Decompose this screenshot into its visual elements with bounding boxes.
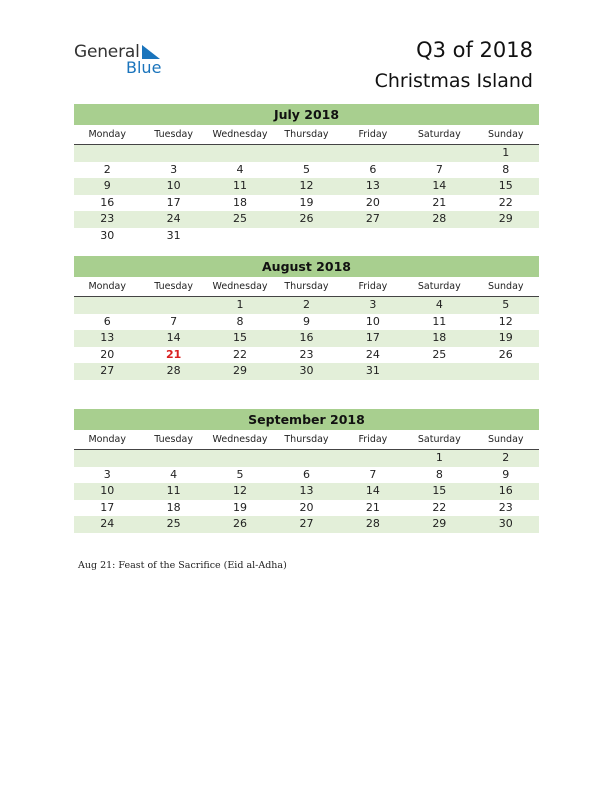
day-cell: 27	[365, 212, 380, 226]
day-cell: 4	[435, 298, 443, 311]
weekday-label: Sunday	[487, 129, 524, 140]
day-cell: 16	[299, 331, 314, 345]
day-cell: 29	[233, 364, 248, 378]
day-cell: 7	[170, 314, 178, 328]
weekday-label: Tuesday	[154, 281, 193, 292]
day-cell: 20	[100, 347, 115, 361]
week-row	[74, 450, 539, 467]
day-cell	[74, 450, 140, 467]
weekday-row	[74, 432, 539, 450]
day-cell: 19	[233, 500, 248, 514]
weekday-label: Wednesday	[212, 434, 268, 445]
weekday-label: Sunday	[487, 434, 524, 445]
day-cell: 29	[498, 212, 513, 226]
day-cell: 28	[365, 517, 380, 531]
day-cell: 8	[236, 314, 244, 328]
holiday-day-cell: 21	[165, 347, 182, 361]
day-cell: 24	[100, 517, 115, 531]
weekday-label: Tuesday	[154, 434, 193, 445]
weekday-label: Wednesday	[212, 129, 268, 140]
day-cell: 5	[236, 467, 244, 481]
day-cell: 24	[365, 347, 380, 361]
day-cell: 6	[302, 467, 310, 481]
day-cell	[406, 145, 472, 162]
month-calendar	[74, 409, 539, 533]
day-cell: 20	[365, 195, 380, 209]
day-cell: 1	[502, 146, 510, 159]
day-cell: 23	[299, 347, 314, 361]
day-cell: 26	[299, 212, 314, 226]
day-cell: 8	[502, 162, 510, 176]
day-cell	[74, 297, 140, 314]
day-cell: 6	[369, 162, 377, 176]
page-subtitle: Christmas Island	[374, 70, 533, 92]
month-calendar	[74, 256, 539, 380]
day-cell: 4	[170, 467, 178, 481]
day-cell: 23	[498, 500, 513, 514]
day-cell	[273, 145, 339, 162]
day-cell: 14	[365, 484, 380, 498]
day-cell: 9	[103, 179, 111, 193]
week-row	[74, 330, 539, 347]
day-cell	[340, 450, 406, 467]
weekday-label: Wednesday	[212, 281, 268, 292]
day-cell: 10	[365, 314, 380, 328]
day-cell: 26	[233, 517, 248, 531]
day-cell	[74, 145, 140, 162]
month-header: August 2018	[74, 256, 539, 277]
month-header: September 2018	[74, 409, 539, 430]
holiday-note: Aug 21: Feast of the Sacrifice (Eid al-Adha)	[78, 560, 287, 571]
day-cell: 24	[166, 212, 181, 226]
day-cell	[207, 228, 273, 245]
day-cell: 18	[166, 500, 181, 514]
week-row	[74, 195, 539, 212]
weekday-label: Sunday	[487, 281, 524, 292]
week-row	[74, 500, 539, 517]
day-cell: 7	[369, 467, 377, 481]
day-cell: 22	[233, 347, 248, 361]
day-cell: 8	[435, 467, 443, 481]
day-cell: 4	[236, 162, 244, 176]
day-cell	[473, 228, 539, 245]
day-cell: 15	[498, 179, 513, 193]
day-cell: 25	[432, 347, 447, 361]
weekday-label: Tuesday	[154, 129, 193, 140]
day-cell	[273, 228, 339, 245]
day-cell: 2	[302, 298, 310, 311]
week-row	[74, 145, 539, 162]
weekday-row	[74, 127, 539, 145]
day-cell: 21	[432, 195, 447, 209]
day-cell: 15	[233, 331, 248, 345]
day-cell	[406, 363, 472, 380]
day-cell: 11	[233, 179, 248, 193]
day-cell: 22	[498, 195, 513, 209]
day-cell: 15	[432, 484, 447, 498]
week-row	[74, 347, 539, 364]
page-title: Q3 of 2018	[416, 38, 533, 62]
day-cell: 14	[432, 179, 447, 193]
week-row	[74, 516, 539, 533]
day-cell: 11	[166, 484, 181, 498]
day-cell: 5	[302, 162, 310, 176]
day-cell: 12	[233, 484, 248, 498]
month-header: July 2018	[74, 104, 539, 125]
day-cell: 5	[502, 298, 510, 311]
weekday-label: Friday	[358, 281, 388, 292]
day-cell: 9	[302, 314, 310, 328]
day-cell	[207, 145, 273, 162]
day-cell: 12	[299, 179, 314, 193]
logo-blue-text: Blue	[126, 58, 162, 77]
month-calendar	[74, 104, 539, 245]
logo-general-text: General	[74, 42, 140, 62]
week-row	[74, 178, 539, 195]
day-cell: 13	[100, 331, 115, 345]
week-row	[74, 483, 539, 500]
day-cell	[140, 145, 206, 162]
week-row	[74, 467, 539, 484]
weekday-row	[74, 279, 539, 297]
weekday-label: Thursday	[284, 281, 329, 292]
day-cell: 29	[432, 517, 447, 531]
day-cell: 30	[498, 517, 513, 531]
logo-triangle-icon	[142, 45, 160, 59]
weekday-label: Thursday	[284, 129, 329, 140]
day-cell: 30	[299, 364, 314, 378]
day-cell: 22	[432, 500, 447, 514]
weekday-label: Friday	[358, 129, 388, 140]
day-cell: 3	[170, 162, 178, 176]
day-cell: 20	[299, 500, 314, 514]
weekday-label: Friday	[358, 434, 388, 445]
week-row	[74, 228, 539, 245]
day-cell: 28	[166, 364, 181, 378]
day-cell	[140, 297, 206, 314]
week-row	[74, 297, 539, 314]
day-cell: 16	[498, 484, 513, 498]
day-cell: 12	[498, 314, 513, 328]
day-cell: 23	[100, 212, 115, 226]
day-cell	[406, 228, 472, 245]
day-cell	[207, 450, 273, 467]
day-cell: 1	[236, 298, 244, 311]
day-cell: 7	[435, 162, 443, 176]
day-cell: 25	[166, 517, 181, 531]
day-cell: 27	[299, 517, 314, 531]
day-cell: 13	[365, 179, 380, 193]
day-cell: 10	[100, 484, 115, 498]
weekday-label: Saturday	[417, 129, 461, 140]
day-cell: 28	[432, 212, 447, 226]
day-cell: 16	[100, 195, 115, 209]
day-cell	[473, 363, 539, 380]
day-cell: 3	[369, 298, 377, 311]
day-cell: 26	[498, 347, 513, 361]
day-cell: 19	[498, 331, 513, 345]
week-row	[74, 314, 539, 331]
logo	[74, 42, 174, 78]
weekday-label: Saturday	[417, 281, 461, 292]
day-cell	[340, 145, 406, 162]
day-cell: 3	[103, 467, 111, 481]
day-cell: 18	[432, 331, 447, 345]
day-cell	[140, 450, 206, 467]
weekday-label: Monday	[88, 281, 126, 292]
day-cell: 2	[103, 162, 111, 176]
day-cell	[273, 450, 339, 467]
day-cell: 17	[100, 500, 115, 514]
weekday-label: Monday	[88, 129, 126, 140]
day-cell: 2	[502, 451, 510, 464]
day-cell: 17	[166, 195, 181, 209]
day-cell: 18	[233, 195, 248, 209]
weekday-label: Saturday	[417, 434, 461, 445]
day-cell: 13	[299, 484, 314, 498]
day-cell: 25	[233, 212, 248, 226]
day-cell: 11	[432, 314, 447, 328]
day-cell: 31	[166, 228, 181, 242]
day-cell: 1	[435, 451, 443, 464]
week-row	[74, 363, 539, 380]
day-cell: 27	[100, 364, 115, 378]
day-cell: 10	[166, 179, 181, 193]
day-cell: 9	[502, 467, 510, 481]
day-cell: 14	[166, 331, 181, 345]
day-cell: 19	[299, 195, 314, 209]
weekday-label: Thursday	[284, 434, 329, 445]
day-cell: 6	[103, 314, 111, 328]
week-row	[74, 211, 539, 228]
day-cell: 21	[365, 500, 380, 514]
day-cell: 31	[365, 364, 380, 378]
day-cell: 30	[100, 228, 115, 242]
week-row	[74, 162, 539, 179]
day-cell	[340, 228, 406, 245]
day-cell: 17	[365, 331, 380, 345]
weekday-label: Monday	[88, 434, 126, 445]
